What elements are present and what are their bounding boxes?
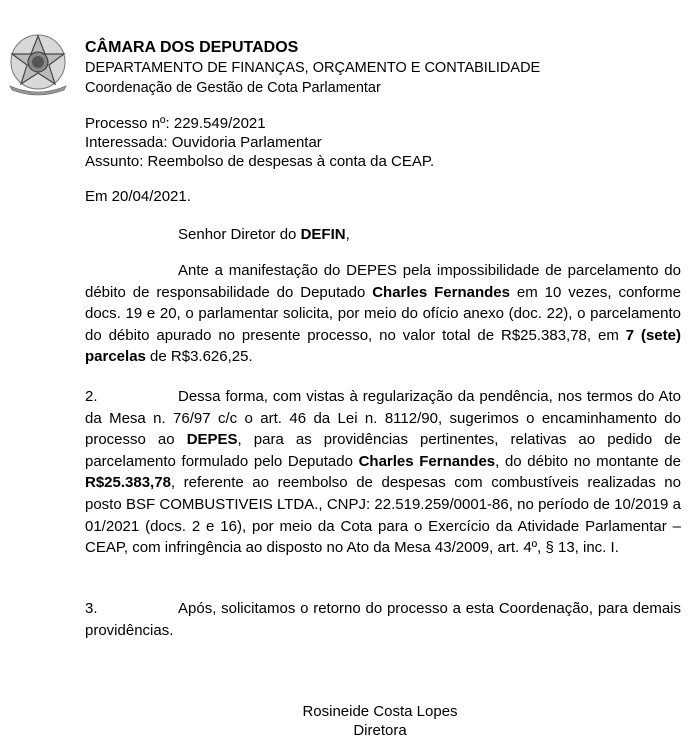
department-depes: DEPES — [186, 431, 238, 449]
salutation-suffix: , — [345, 226, 350, 243]
paragraph-2 — [85, 386, 681, 559]
paragraph-3-text: Após, solicitamos o retorno do processo a esta Coordenação, para demais providências. — [85, 600, 681, 639]
salutation — [178, 226, 350, 243]
paragraph-1-text: de R$3.626,25. — [145, 348, 253, 366]
paragraph-3 — [85, 598, 681, 641]
coordination-name: Coordenação de Gestão de Cota Parlamentar — [85, 80, 381, 96]
subject: Assunto: Reembolso de despesas à conta da CEAP. — [85, 153, 435, 170]
paragraph-1-text: Ante a manifestação do DEPES pela impossibilidade de parcelamento do débito de responsabilidade do Deputado — [85, 262, 681, 301]
paragraph-2-text: , referente ao reembolso de despesas com combustíveis realizadas no posto BSF COMBUSTIVEIS LTDA., CNPJ: 22.519.259/0001-86, no período de 10/2019 a 01/2021 (docs. 2 e 16), por meio da Cota para o Exercício da Atividade Parlamentar – CEAP, com infringência ao disposto no Ato da Mesa 43/2009, art. 4º, § 13, inc. I. — [85, 474, 681, 557]
paragraph-2-text: , do débito no montante de — [495, 452, 681, 470]
document-date: Em 20/04/2021. — [85, 188, 191, 205]
process-metadata — [85, 114, 434, 171]
installments-count: 7 (sete) parcelas — [85, 326, 681, 366]
department-name: DEPARTAMENTO DE FINANÇAS, ORÇAMENTO E CONTABILIDADE — [85, 60, 541, 76]
deputy-name: Charles Fernandes — [358, 452, 496, 470]
interested-party: Interessada: Ouvidoria Parlamentar — [85, 134, 322, 151]
paragraph-2-text: , para as providências pertinentes, relativas ao pedido de parcelamento formulado pelo Deputado — [85, 431, 681, 470]
paragraph-1-text: em 10 vezes, conforme docs. 19 e 20, o parlamentar solicita, por meio do ofício anexo (doc. 22), o parcelamento do débito apurado no presente processo, no valor total de R$25.383,78, em — [85, 283, 681, 344]
institution-name: CÂMARA DOS DEPUTADOS — [85, 39, 299, 56]
signatory-title: Diretora — [353, 722, 407, 739]
deputy-name: Charles Fernandes — [372, 283, 510, 301]
salutation-recipient: DEFIN — [300, 226, 346, 243]
paragraph-2-text: Dessa forma, com vistas à regularização da pendência, nos termos do Ato da Mesa n. 76/97 c/c o art. 46 da Lei n. 8112/90, sugerimos o encaminhamento do processo ao — [85, 388, 681, 449]
signature-block — [270, 702, 490, 740]
debt-amount: R$25.383,78 — [85, 474, 171, 492]
document-header — [85, 38, 540, 98]
paragraph-number: 3. — [85, 600, 98, 617]
signatory-name: Rosineide Costa Lopes — [302, 703, 458, 720]
coat-of-arms-icon — [2, 30, 74, 98]
paragraph-1 — [85, 260, 681, 368]
paragraph-number: 2. — [85, 388, 98, 405]
process-number: Processo nº: 229.549/2021 — [85, 115, 266, 132]
salutation-prefix: Senhor Diretor do — [178, 226, 301, 243]
